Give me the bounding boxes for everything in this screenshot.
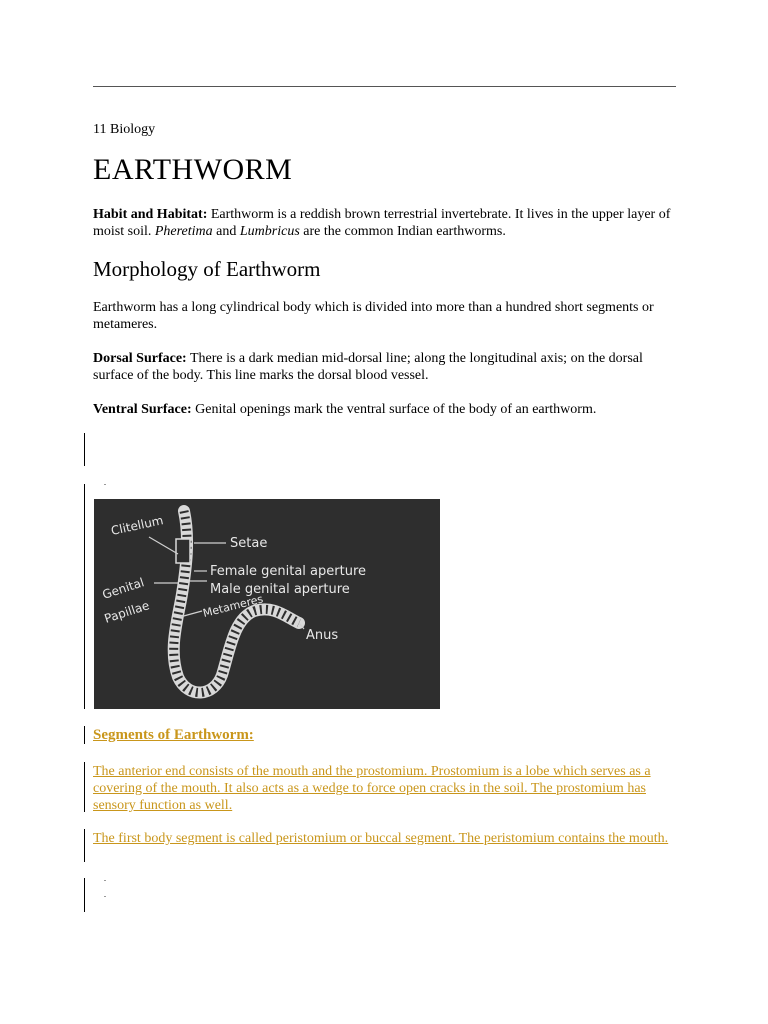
earthworm-figure xyxy=(94,499,440,709)
label-female-aperture: Female genital aperture xyxy=(210,564,366,579)
morphology-heading: Morphology of Earthworm xyxy=(93,257,321,281)
label-papillae: Papillae xyxy=(102,598,152,626)
habit-label: Habit and Habitat: xyxy=(93,207,208,222)
change-bar xyxy=(84,878,85,912)
change-bar xyxy=(84,433,85,466)
habit-paragraph xyxy=(93,206,673,240)
change-bar xyxy=(84,726,85,744)
habit-and: and xyxy=(212,224,240,239)
change-bar xyxy=(84,484,85,709)
dorsal-text: There is a dark median mid-dorsal line; along the longitudinal axis; on the dorsal surface of the body. This line marks the dorsal blood vessel. xyxy=(93,351,643,383)
top-rule xyxy=(93,86,676,87)
change-bar xyxy=(84,829,85,862)
clitellum-band xyxy=(176,539,190,563)
stray-mark xyxy=(104,880,106,881)
dorsal-label: Dorsal Surface: xyxy=(93,351,187,366)
earthworm-drawing xyxy=(94,499,440,709)
stray-mark xyxy=(104,896,106,897)
segments-heading: Segments of Earthworm: xyxy=(93,727,254,743)
genus-pheretima: Pheretima xyxy=(154,224,213,239)
label-metameres: Metameres xyxy=(201,592,265,620)
label-clitellum: Clitellum xyxy=(109,513,165,538)
label-setae: Setae xyxy=(230,536,268,551)
change-bar xyxy=(84,762,85,812)
label-male-aperture: Male genital aperture xyxy=(210,582,350,597)
habit-text-1: Earthworm is a reddish brown terrestrial invertebrate. It lives in the upper layer of moist soil. xyxy=(93,207,671,239)
ventral-text: Genital openings mark the ventral surface of the body of an earthworm. xyxy=(191,402,597,417)
label-anus: Anus xyxy=(306,628,339,643)
stray-mark xyxy=(104,484,106,485)
habit-text-2: are the common Indian earthworms. xyxy=(299,224,506,239)
genus-lumbricus: Lumbricus xyxy=(239,224,300,239)
segments-paragraph-1: The anterior end consists of the mouth and the prostomium. Prostomium is a lobe which serves as a covering of the mouth. It also acts as a wedge to force open cracks in the soil. The prostomium has sensory function as well. xyxy=(93,764,651,813)
label-genital: Genital xyxy=(100,575,146,602)
segments-paragraph-2: The first body segment is called peristomium or buccal segment. The peristomium contains the mouth. xyxy=(93,831,669,846)
subject-label: 11 Biology xyxy=(93,122,156,137)
dorsal-paragraph xyxy=(93,350,673,384)
ventral-paragraph xyxy=(93,401,673,418)
ventral-label: Ventral Surface: xyxy=(93,402,192,417)
morphology-intro: Earthworm has a long cylindrical body which is divided into more than a hundred short segments or metameres. xyxy=(93,300,654,332)
page-title: EARTHWORM xyxy=(93,153,293,186)
